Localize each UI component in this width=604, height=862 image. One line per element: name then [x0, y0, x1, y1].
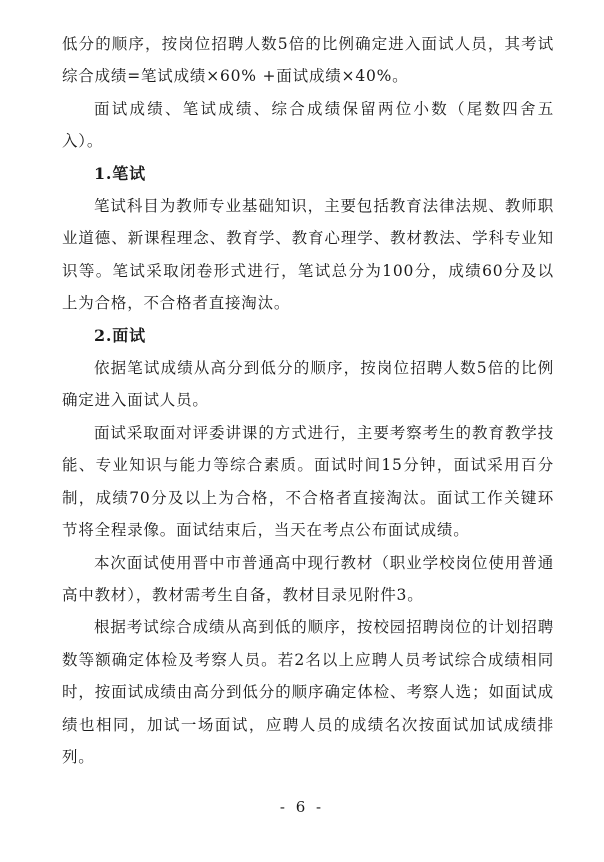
interview-method-paragraph: 面试采取面对评委讲课的方式进行，主要考察考生的教育教学技能、专业知识与能力等综合素质。面试时间15分钟，面试采用百分制，成绩70分及以上为合格，不合格者直接淘汰。面试工作关键环节将全程录像。面试结束后，当天在考点公布面试成绩。	[62, 423, 554, 540]
intro-continuation-paragraph: 低分的顺序，按岗位招聘人数5倍的比例确定进入面试人员，其考试综合成绩=笔试成绩×60% +面试成绩×40%。	[62, 35, 554, 86]
ranking-paragraph: 根据考试综合成绩从高到低的顺序，按校园招聘岗位的计划招聘数等额确定体检及考察人员。若2名以上应聘人员考试综合成绩相同时，按面试成绩由高分到低分的顺序确定体检、考察人选；如面试成绩也相同，加试一场面试，应聘人员的成绩名次按面试加试成绩排列。	[62, 618, 554, 766]
interview-heading: 2.面试	[94, 325, 146, 345]
written-exam-paragraph: 笔试科目为教师专业基础知识，主要包括教育法律法规、教师职业道德、新课程理念、教育学、教育心理学、教材教法、学科专业知识等。笔试采取闭卷形式进行，笔试总分为100分，成绩60分及以上为合格，不合格者直接淘汰。	[62, 197, 554, 313]
written-exam-heading: 1.笔试	[94, 163, 146, 183]
textbooks-paragraph: 本次面试使用晋中市普通高中现行教材（职业学校岗位使用普通高中教材），教材需考生自备，教材目录见附件3。	[62, 553, 554, 604]
decimal-rule-paragraph: 面试成绩、笔试成绩、综合成绩保留两位小数（尾数四舍五入）。	[62, 99, 554, 151]
page-number: - 6 -	[279, 798, 325, 816]
document-page	[62, 28, 554, 773]
interview-selection-paragraph: 依据笔试成绩从高分到低分的顺序，按岗位招聘人数5倍的比例确定进入面试人员。	[62, 359, 554, 410]
